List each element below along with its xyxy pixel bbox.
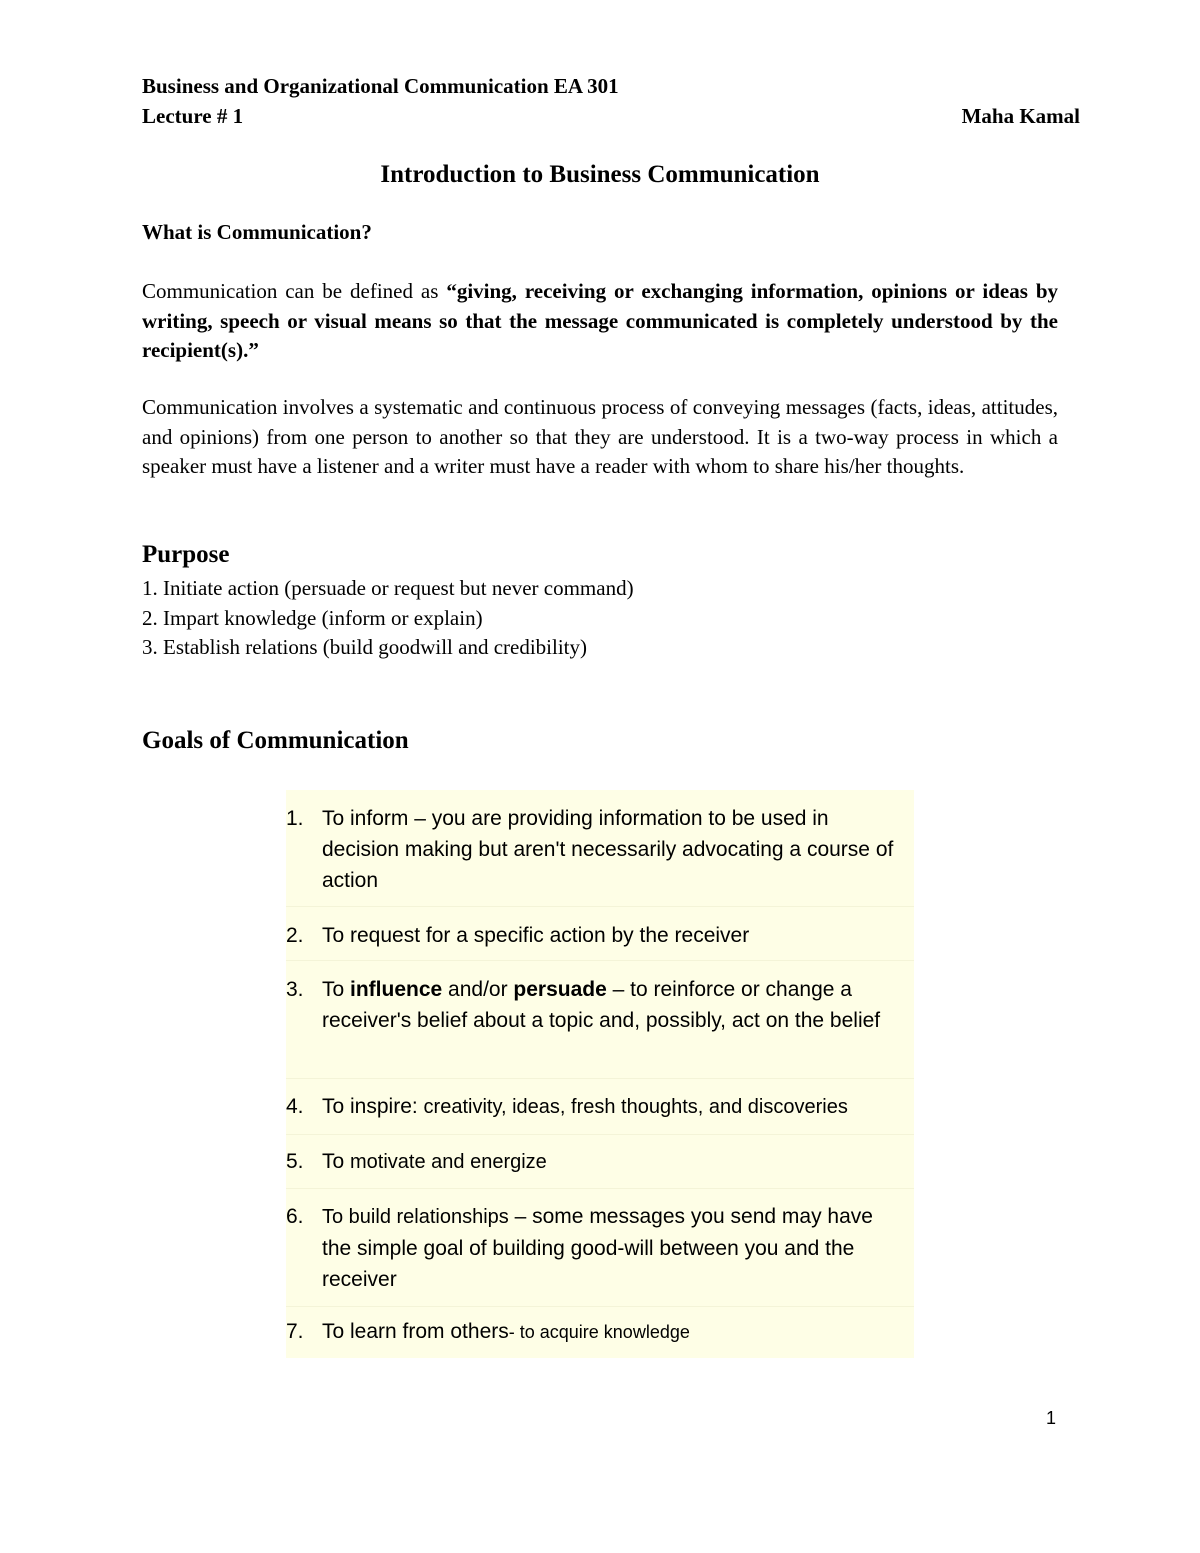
definition-quote: “giving, receiving or exchanging information, opinions or ideas by writing, speech or visual means so that the message communicated is completely understood by the recipient(s).” bbox=[142, 279, 1058, 362]
lecture-number: Lecture # 1 bbox=[142, 104, 244, 128]
goal-text: To learn from others- to acquire knowledge bbox=[322, 1320, 690, 1343]
goals-divider bbox=[286, 1188, 914, 1189]
goal-item-motivate bbox=[286, 1146, 896, 1178]
lecture-header bbox=[142, 103, 1080, 129]
goal-item-inform bbox=[286, 803, 896, 896]
goal-item-inspire bbox=[286, 1091, 896, 1123]
goals-divider bbox=[286, 906, 914, 907]
goal-item-request bbox=[286, 920, 896, 951]
purpose-item: 3. Establish relations (build goodwill and credibility) bbox=[142, 635, 588, 659]
goal-text: To motivate and energize bbox=[322, 1150, 547, 1173]
page-title: Introduction to Business Communication bbox=[380, 161, 820, 188]
goals-heading: Goals of Communication bbox=[142, 727, 409, 754]
definition-paragraph bbox=[142, 277, 1058, 366]
author-name: Maha Kamal bbox=[961, 104, 1080, 128]
goal-text: To inform – you are providing information to be used in decision making but aren't necessarily advocating a course of action bbox=[322, 807, 894, 892]
goal-item-relationships bbox=[286, 1201, 896, 1295]
goal-number: 7. bbox=[286, 1320, 304, 1343]
goal-item-influence bbox=[286, 974, 896, 1036]
goals-divider bbox=[286, 1306, 914, 1307]
definition-intro: Communication can be defined as bbox=[142, 279, 447, 303]
goal-text: To influence and/or persuade – to reinforce or change a receiver's belief about a topic and, possibly, act on the belief bbox=[322, 978, 881, 1032]
goal-number: 3. bbox=[286, 978, 304, 1001]
goal-number: 4. bbox=[286, 1095, 304, 1118]
page-number: 1 bbox=[1046, 1408, 1057, 1428]
course-header bbox=[142, 73, 1080, 99]
purpose-item: 2. Impart knowledge (inform or explain) bbox=[142, 605, 483, 630]
goal-text: To inspire: creativity, ideas, fresh thoughts, and discoveries bbox=[322, 1095, 848, 1118]
what-is-heading: What is Communication? bbox=[142, 220, 372, 244]
goal-number: 2. bbox=[286, 924, 304, 947]
goal-number: 5. bbox=[286, 1150, 304, 1173]
goal-text: To build relationships – some messages you send may have the simple goal of building good-will between you and the receiver bbox=[322, 1205, 873, 1291]
goal-number: 1. bbox=[286, 807, 304, 830]
purpose-list bbox=[142, 574, 634, 663]
process-paragraph: Communication involves a systematic and continuous process of conveying messages (facts, ideas, attitudes, and opinions) from one person to another so that they are understood. It is a two-way process in which a speaker must have a listener and a writer must have a reader with whom to share his/her thoughts. bbox=[142, 395, 1058, 478]
purpose-item: 1. Initiate action (persuade or request but never command) bbox=[142, 576, 634, 600]
purpose-heading: Purpose bbox=[142, 541, 230, 568]
goals-divider bbox=[286, 1134, 914, 1135]
goal-number: 6. bbox=[286, 1205, 304, 1228]
goals-divider bbox=[286, 1078, 914, 1079]
course-title: Business and Organizational Communication EA 301 bbox=[142, 74, 619, 98]
goal-item-learn bbox=[286, 1316, 896, 1348]
goals-divider bbox=[286, 960, 914, 961]
goal-text: To request for a specific action by the receiver bbox=[322, 924, 750, 947]
